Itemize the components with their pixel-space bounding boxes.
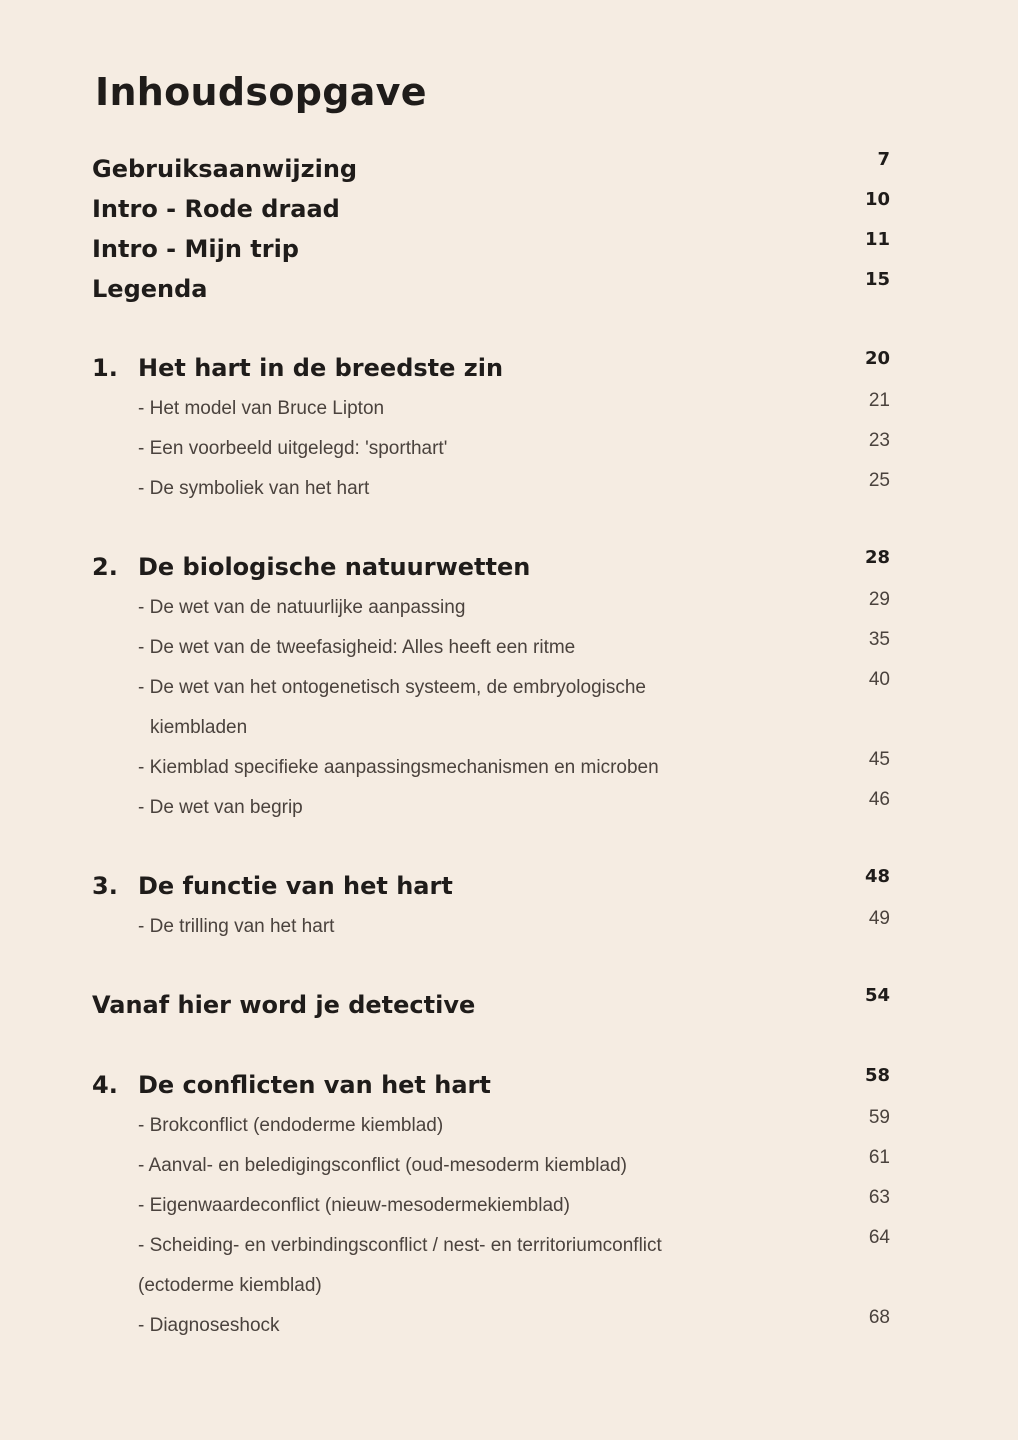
toc-entry-label: Gebruiksaanwijzing [92,155,358,183]
sub-entry-page: 25 [868,470,890,491]
sub-entry [92,1307,890,1337]
sub-entry-label: - Diagnoseshock [138,1315,280,1336]
chapter-heading [92,547,890,581]
sub-entry-label: (ectoderme kiemblad) [138,1275,322,1296]
toc-entry [92,189,890,223]
toc-entry-label: Intro - Rode draad [92,195,340,223]
chapter-heading [92,1065,890,1099]
toc-entry-label: Legenda [92,275,208,303]
chapter-page: 58 [864,1065,890,1086]
sub-entry-continuation [150,717,890,739]
toc-entry [92,229,890,263]
sub-entry-label: - De symboliek van het hart [138,478,370,499]
toc-entry-page: 7 [877,149,890,170]
sub-entry-page: 40 [868,669,890,690]
sub-entry-continuation [138,1275,890,1297]
sub-entry [92,1227,890,1257]
toc-entry [92,985,890,1019]
chapter-title: De biologische natuurwetten [138,553,531,581]
chapter-page: 48 [864,866,890,887]
chapter-title: De functie van het hart [138,872,453,900]
chapter-page: 28 [864,547,890,568]
toc-entry-label: Vanaf hier word je detective [92,991,476,1019]
sub-entry [92,1147,890,1177]
sub-entry [92,470,890,500]
sub-entry-page: 46 [868,789,890,810]
sub-entry-label: - Kiemblad specifieke aanpassingsmechanismen en microben [138,757,659,778]
sub-entry-label: kiembladen [150,717,248,738]
sub-entry [92,908,890,938]
sub-entry-label: - Een voorbeeld uitgelegd: 'sporthart' [138,438,448,459]
sub-entry-page: 63 [868,1187,890,1208]
sub-entry [92,589,890,619]
sub-entry-label: - De wet van begrip [138,797,303,818]
chapter-heading [92,348,890,382]
sub-entry-label: - De wet van het ontogenetisch systeem, de embryologische [138,677,646,698]
toc-entry-page: 10 [864,189,890,210]
sub-entry-page: 61 [868,1147,890,1168]
sub-entry [92,390,890,420]
sub-entry [92,1107,890,1137]
sub-entry-page: 21 [868,390,890,411]
sub-entry-page: 35 [868,629,890,650]
sub-entry-page: 59 [868,1107,890,1128]
sub-entry-page: 64 [868,1227,890,1248]
toc-entry [92,149,890,183]
sub-entry-label: - Eigenwaardeconflict (nieuw-mesodermekiemblad) [138,1195,570,1216]
sub-entry-label: - De wet van de natuurlijke aanpassing [138,597,466,618]
chapter-title: De conflicten van het hart [138,1071,491,1099]
chapter-page: 20 [864,348,890,369]
sub-entry-page: 23 [868,430,890,451]
sub-entry-label: - Het model van Bruce Lipton [138,398,385,419]
sub-entry-label: - Scheiding- en verbindingsconflict / nest- en territoriumconflict [138,1235,662,1256]
sub-entry-label: - De wet van de tweefasigheid: Alles heeft een ritme [138,637,576,658]
sub-entry [92,430,890,460]
page-title: Inhoudsopgave [95,70,427,114]
toc-entry [92,269,890,303]
sub-entry [92,629,890,659]
toc-entry-page: 11 [864,229,890,250]
sub-entry [92,789,890,819]
toc-entry-page: 15 [864,269,890,290]
chapter-heading [92,866,890,900]
sub-entry [92,749,890,779]
sub-entry-label: - Aanval- en beledigingsconflict (oud-mesoderm kiemblad) [138,1155,627,1176]
sub-entry-page: 68 [868,1307,890,1328]
toc-entry-label: Intro - Mijn trip [92,235,299,263]
sub-entry-label: - De trilling van het hart [138,916,335,937]
chapter-number: 2. [92,553,118,581]
sub-entry-page: 49 [868,908,890,929]
sub-entry [92,1187,890,1217]
sub-entry-page: 45 [868,749,890,770]
chapter-number: 4. [92,1071,118,1099]
chapter-number: 3. [92,872,118,900]
chapter-title: Het hart in de breedste zin [138,354,504,382]
sub-entry-label: - Brokconflict (endoderme kiemblad) [138,1115,444,1136]
sub-entry [92,669,890,699]
chapter-number: 1. [92,354,118,382]
toc-entry-page: 54 [864,985,890,1006]
sub-entry-page: 29 [868,589,890,610]
